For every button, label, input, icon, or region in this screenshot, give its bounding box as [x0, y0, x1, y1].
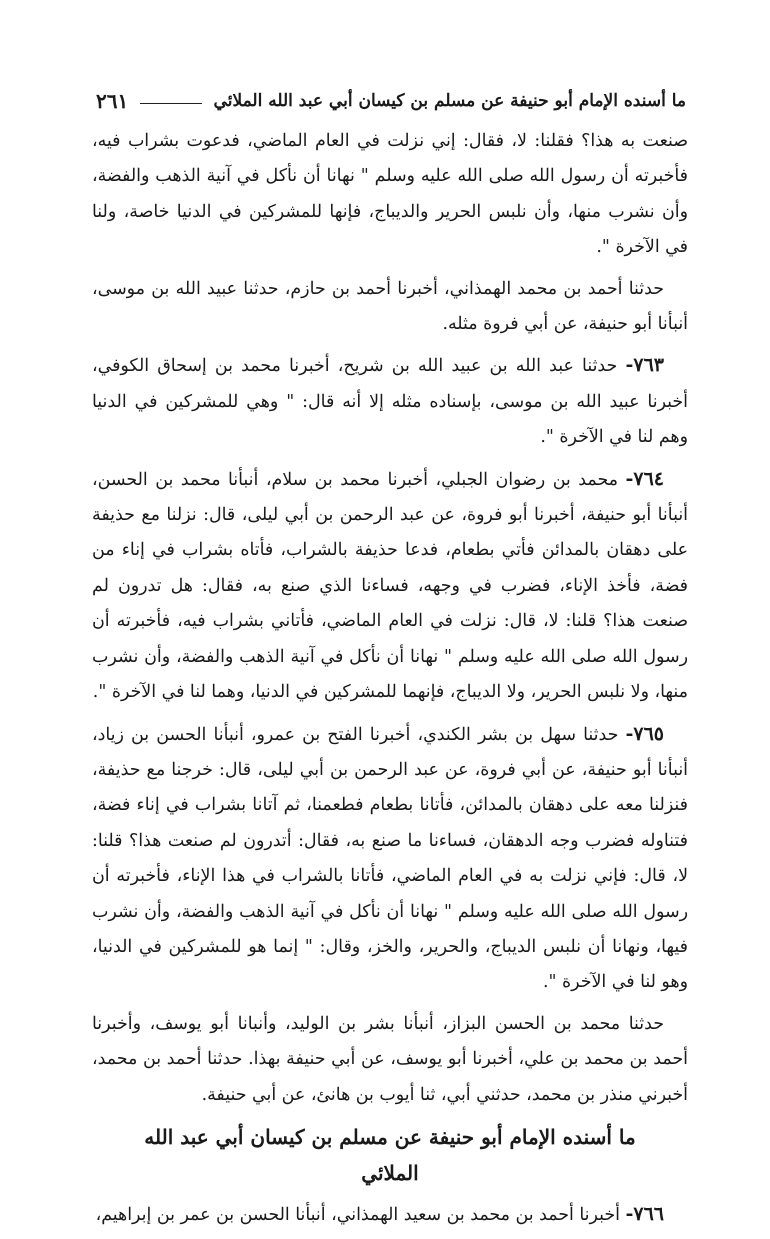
hadith-765	[92, 717, 688, 1001]
section-heading: ما أسنده الإمام أبو حنيفة عن مسلم بن كيسان أبي عبد الله الملائي	[144, 1124, 636, 1185]
paragraph-text: حدثنا محمد بن الحسن البزاز، أنبأنا بشر بن الوليد، وأنبانا أبو يوسف، وأخبرنا أحمد بن محمد بن علي، أخبرنا أبو يوسف، عن أبي حنيفة بهذا. حدثنا أحمد بن محمد، أخبرني منذر بن محمد، حدثني أبي، ثنا أيوب بن هانئ، عن أبي حنيفة.	[92, 1013, 688, 1105]
paragraph-text: حدثنا عبد الله بن عبيد الله بن شريح، أخبرنا محمد بن إسحاق الكوفي، أخبرنا عبيد الله بن موسى، بإسناده مثله إلا أنه قال: " وهي للمشركين في الدنيا وهم لنا في الآخرة ".	[92, 356, 688, 448]
paragraph-text: أخبرنا أحمد بن محمد بن سعيد الهمذاني، أنبأنا الحسن بن عمر بن إبراهيم،	[95, 1204, 620, 1225]
hadith-number: ٧٦٥-	[625, 722, 664, 745]
hadith-763	[92, 348, 688, 455]
header-rule	[140, 103, 201, 104]
paragraph-isnad	[92, 272, 688, 343]
hadith-number: ٧٦٣-	[625, 354, 664, 377]
page-number: ٢٦١	[96, 89, 129, 113]
hadith-766	[92, 1197, 688, 1233]
paragraph-text: حدثنا أحمد بن محمد الهمذاني، أخبرنا أحمد بن حازم، حدثنا عبيد الله بن موسى، أنبأنا أبو حنيفة، عن أبي فروة مثله.	[92, 278, 688, 335]
running-title: ما أسنده الإمام أبو حنيفة عن مسلم بن كيسان أبي عبد الله الملائي	[213, 91, 686, 111]
hadith-number: ٧٦٤-	[625, 467, 665, 490]
paragraph-text: محمد بن رضوان الجبلي، أخبرنا محمد بن سلام، أنبأنا محمد بن الحسن، أنبأنا أبو حنيفة، أخبرنا أبو فروة، عن عبد الرحمن بن أبي ليلى، قال: نزلنا مع حذيفة على دهقان بالمدائن فأتي بطعام، فدعا حذيفة بالشراب، فأتاه بشراب في إناء من فضة، فأخذ الإناء، فضرب في وجهه، فساءنا الذي صنع به، فقال: هل تدرون لم صنعت هذا؟ قلنا: لا، قال: نزلت في العام الماضي، فأتاني بشراب فيه، فأخبرته أن رسول الله صلى الله عليه وسلم " نهانا أن نأكل في آنية الذهب والفضة، وأن نشرب منها، ولا نلبس الحرير، ولا الديباج، فإنهما للمشركين في الدنيا، وهما لنا في الآخرة ".	[92, 469, 688, 703]
hadith-764	[92, 462, 688, 711]
paragraph-text: حدثنا سهل بن بشر الكندي، أخبرنا الفتح بن عمرو، أنبأنا الحسن بن زياد، أنبأنا أبو حنيفة، عن أبي فروة، عن عبد الرحمن بن أبي ليلى، قال: خرجنا مع حذيفة، فنزلنا معه على دهقان بالمدائن، فأتانا بطعام فطعمنا، ثم آتانا بشراب في إناء فضة، فتناوله فضرب وجه الدهقان، فساءنا ما صنع به، فقال: أتدرون لم صنعت هذا؟ قلنا: لا، قال: فإني نزلت به في العام الماضي، فأتانا بالشراب في هذا الإناء، فأخبرته أن رسول الله صلى الله عليه وسلم " نهانا أن نأكل في آنية الذهب والفضة، وأن نشرب فيها، ونهانا أن نلبس الديباج، والحرير، والخز، وقال: " إنما هو للمشركين في الدنيا، وهو لنا في الآخرة ".	[92, 724, 688, 993]
running-header	[96, 86, 686, 116]
paragraph-continuation	[92, 124, 688, 266]
paragraph-text: صنعت به هذا؟ فقلنا: لا، فقال: إني نزلت في العام الماضي، فدعوت بشراب فيه، فأخبرته أن رسول الله صلى الله عليه وسلم " نهانا أن نأكل في آنية الذهب والفضة، وأن نشرب منها، وأن نلبس الحرير والديباج، فإنها للمشركين في الدنيا خاصة، ولنا في الآخرة ".	[92, 131, 688, 258]
paragraph-isnad	[92, 1007, 688, 1113]
hadith-number: ٧٦٦-	[625, 1202, 664, 1225]
body-text	[92, 124, 688, 1239]
